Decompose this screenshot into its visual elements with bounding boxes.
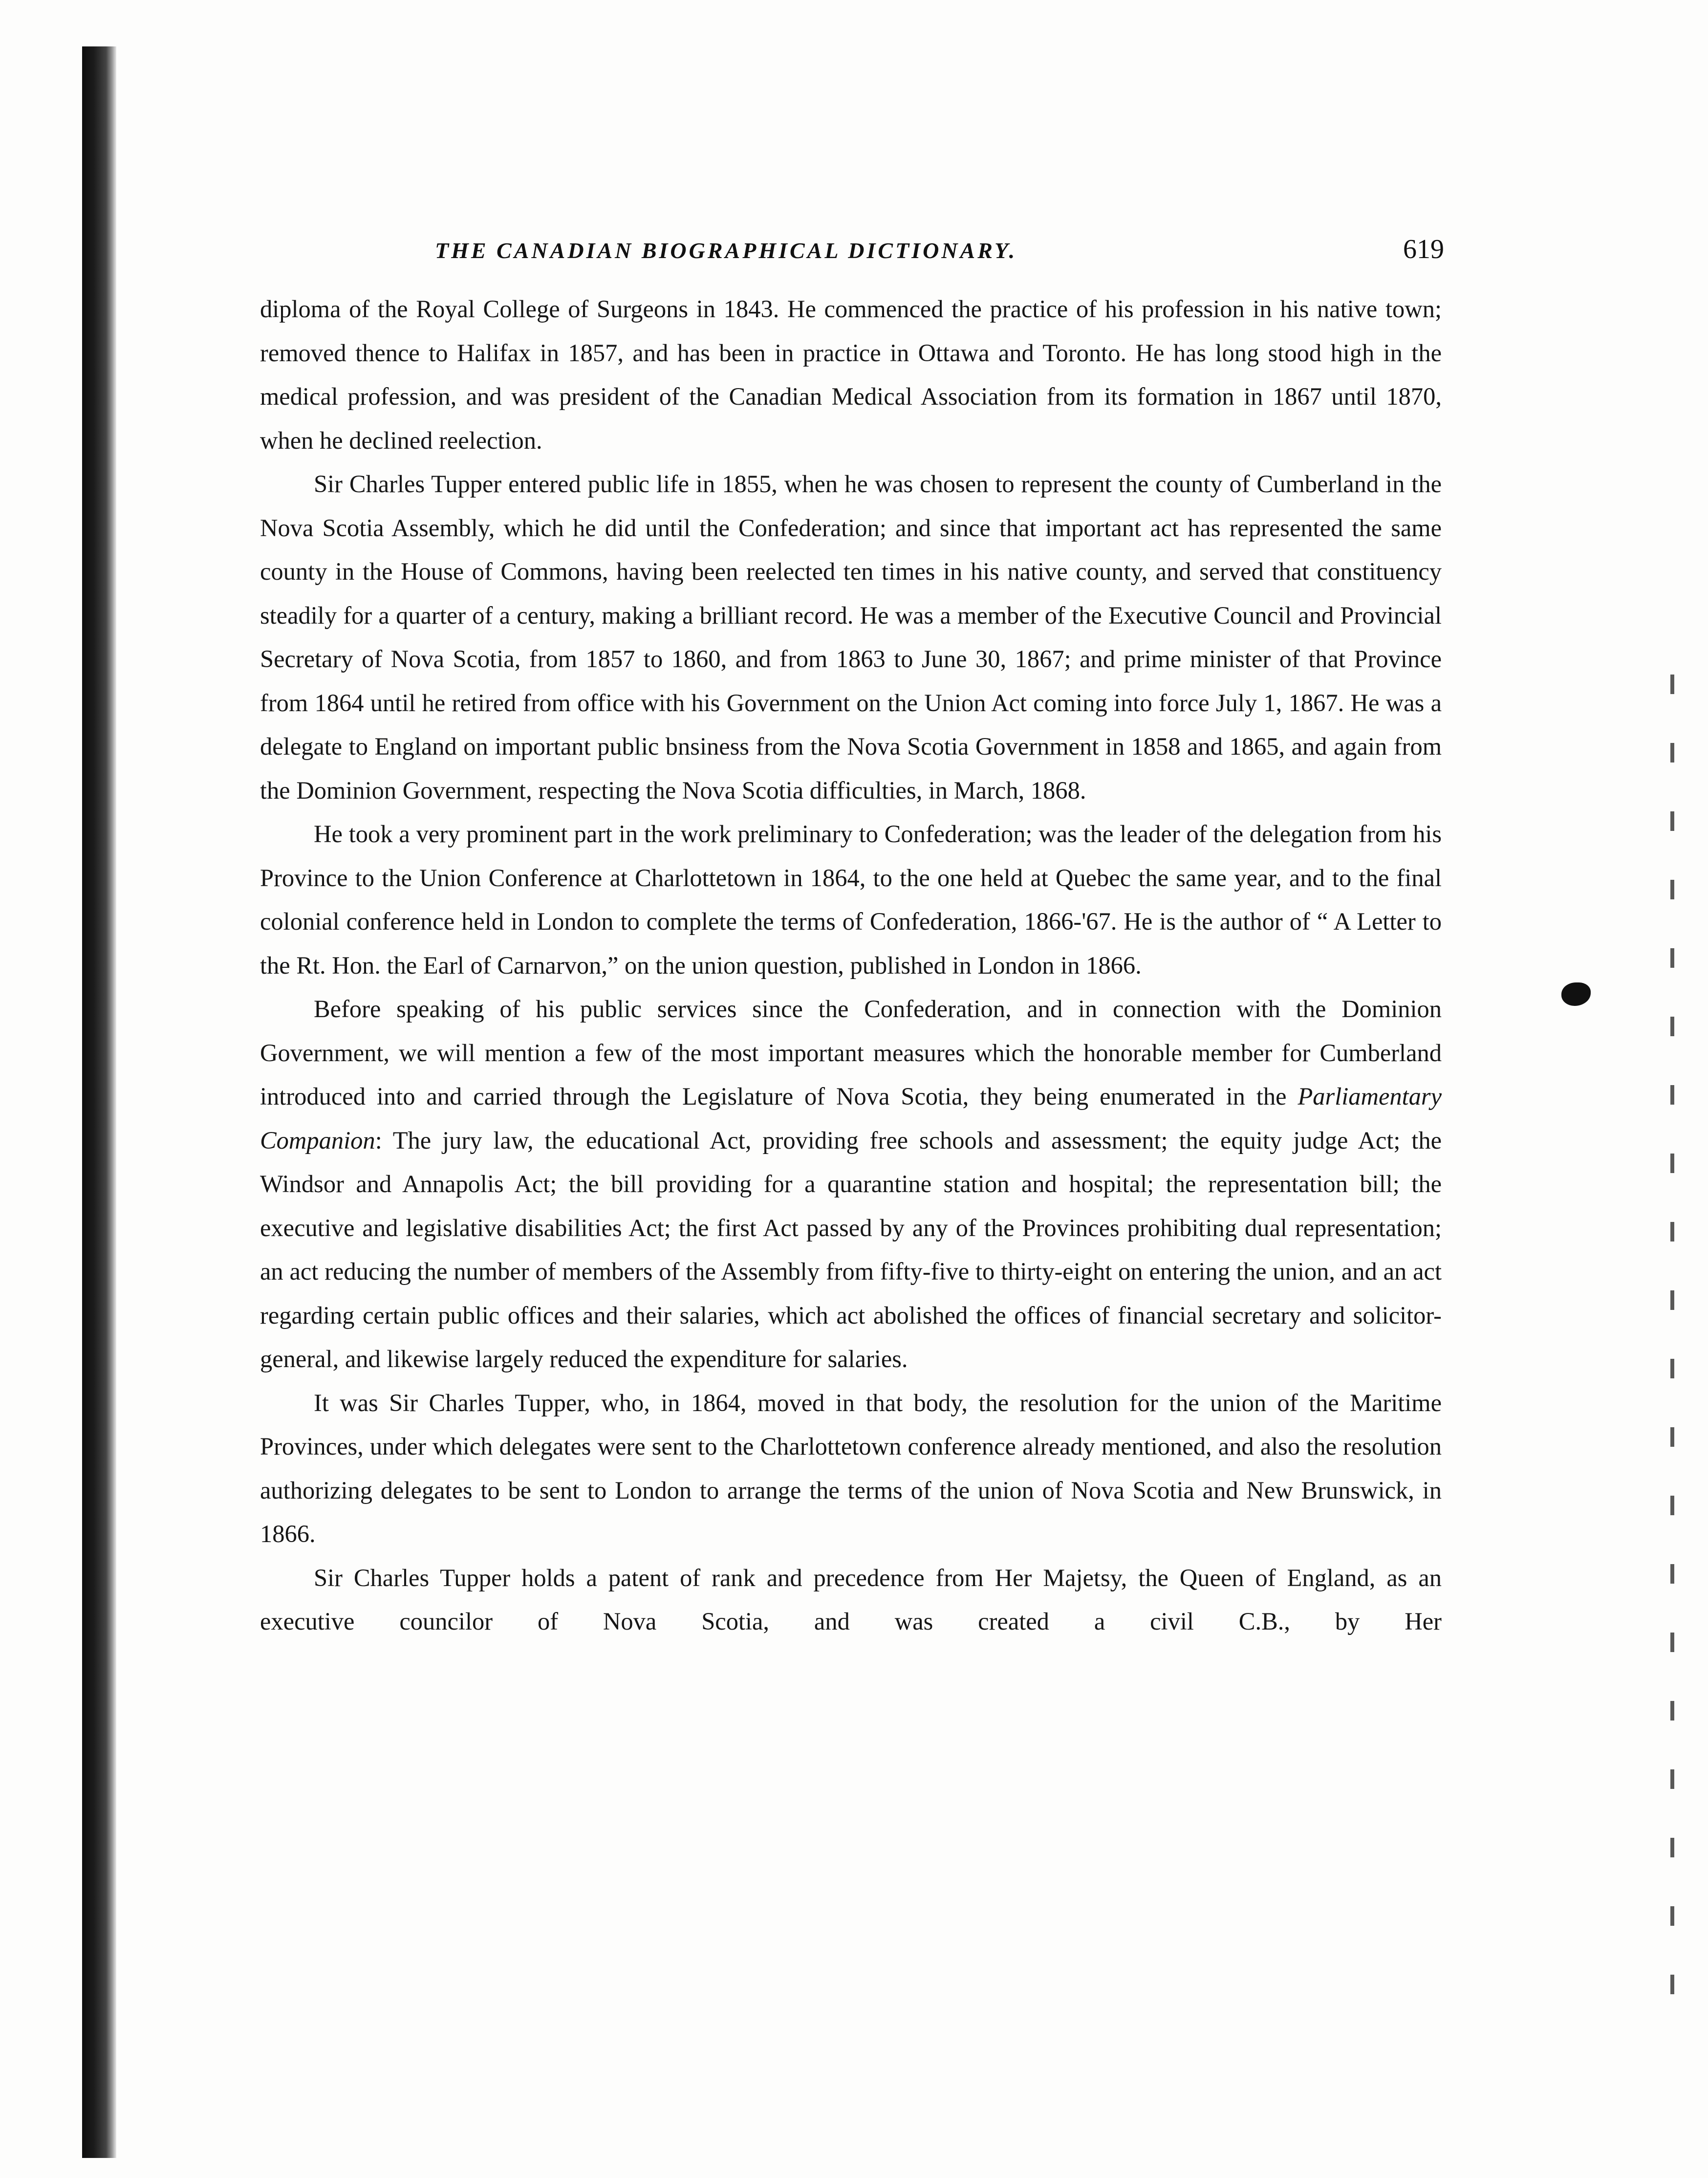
paragraph-5: It was Sir Charles Tupper, who, in 1864, moved in that body, the resolution for the union of the Maritime Provinces, under which delegates were sent to the Charlottetown conference already mentioned, and also the resolution authorizing delegates to be sent to London to arrange the terms of the union of Nova Scotia and New Brunswick, in 1866. <box>260 1389 1442 1547</box>
paragraph-4-text-a: Before speaking of his public services since the Confederation, and in connection with the Dominion Government, we will mention a few of the most important measures which the honorable member for Cumberland introduced into and carried through the Legislature of Nova Scotia, they being enumerated in the <box>260 995 1442 1110</box>
book-title: Parliamentary Companion <box>260 1083 1442 1154</box>
paragraph-2: Sir Charles Tupper entered public life in 1855, when he was chosen to represent the county of Cumberland in the Nova Scotia Assembly, which he did until the Confederation; and since that important act has represented the same county in the House of Commons, having been reelected ten times in his native county, and served that constituency steadily for a quarter of a century, making a brilliant record. He was a member of the Executive Council and Provincial Secretary of Nova Scotia, from 1857 to 1860, and from 1863 to June 30, 1867; and prime minister of that Province from 1864 until he retired from office with his Government on the Union Act coming into force July 1, 1867. He was a delegate to England on important public bnsiness from the Nova Scotia Government in 1858 and 1865, and again from the Dominion Government, respecting the Nova Scotia difficulties, in March, 1868. <box>260 470 1442 804</box>
binding-shadow <box>82 46 116 2158</box>
paragraph-3: He took a very prominent part in the work preliminary to Confederation; was the leader of the delegation from his Province to the Union Conference at Charlottetown in 1864, to the one held at Quebec the same year, and to the final colonial conference held in London to complete the terms of Confederation, 1866-'67. He is the author of “ A Letter to the Rt. Hon. the Earl of Carnarvon,” on the union question, published in London in 1866. <box>260 820 1442 979</box>
running-title: THE CANADIAN BIOGRAPHICAL DICTIONARY. <box>435 238 1017 263</box>
paragraph-1: diploma of the Royal College of Surgeons in 1843. He commenced the practice of his profession in his native town; removed thence to Halifax in 1857, and has been in practice in Ottawa and Toronto. He has long stood high in the medical profession, and was president of the Canadian Medical Association from its formation in 1867 until 1870, when he declined reelection. <box>260 295 1442 454</box>
paragraph-6: Sir Charles Tupper holds a patent of rank and precedence from Her Majetsy, the Queen of England, as an executive councilor of Nova Scotia, and was created a civil C.B., by Her <box>260 1564 1442 1635</box>
ink-blot <box>1561 982 1591 1006</box>
page-number: 619 <box>1403 234 1444 264</box>
body-text <box>260 287 1442 1644</box>
margin-scan-marks <box>1670 675 1674 2043</box>
page-header <box>261 234 1444 278</box>
paragraph-4 <box>260 987 1442 1381</box>
paragraph-4-text-b: : The jury law, the educational Act, providing free schools and assessment; the equity judge Act; the Windsor and Annapolis Act; the bill providing for a quarantine station and hospital; the representation bill; the executive and legislative disabilities Act; the first Act passed by any of the Provinces prohibiting dual representation; an act reducing the number of members of the Assembly from fifty-five to thirty-eight on entering the union, and an act regarding certain public offices and their salaries, which act abolished the offices of financial secretary and solicitor-general, and likewise largely reduced the expenditure for salaries. <box>260 1126 1442 1372</box>
